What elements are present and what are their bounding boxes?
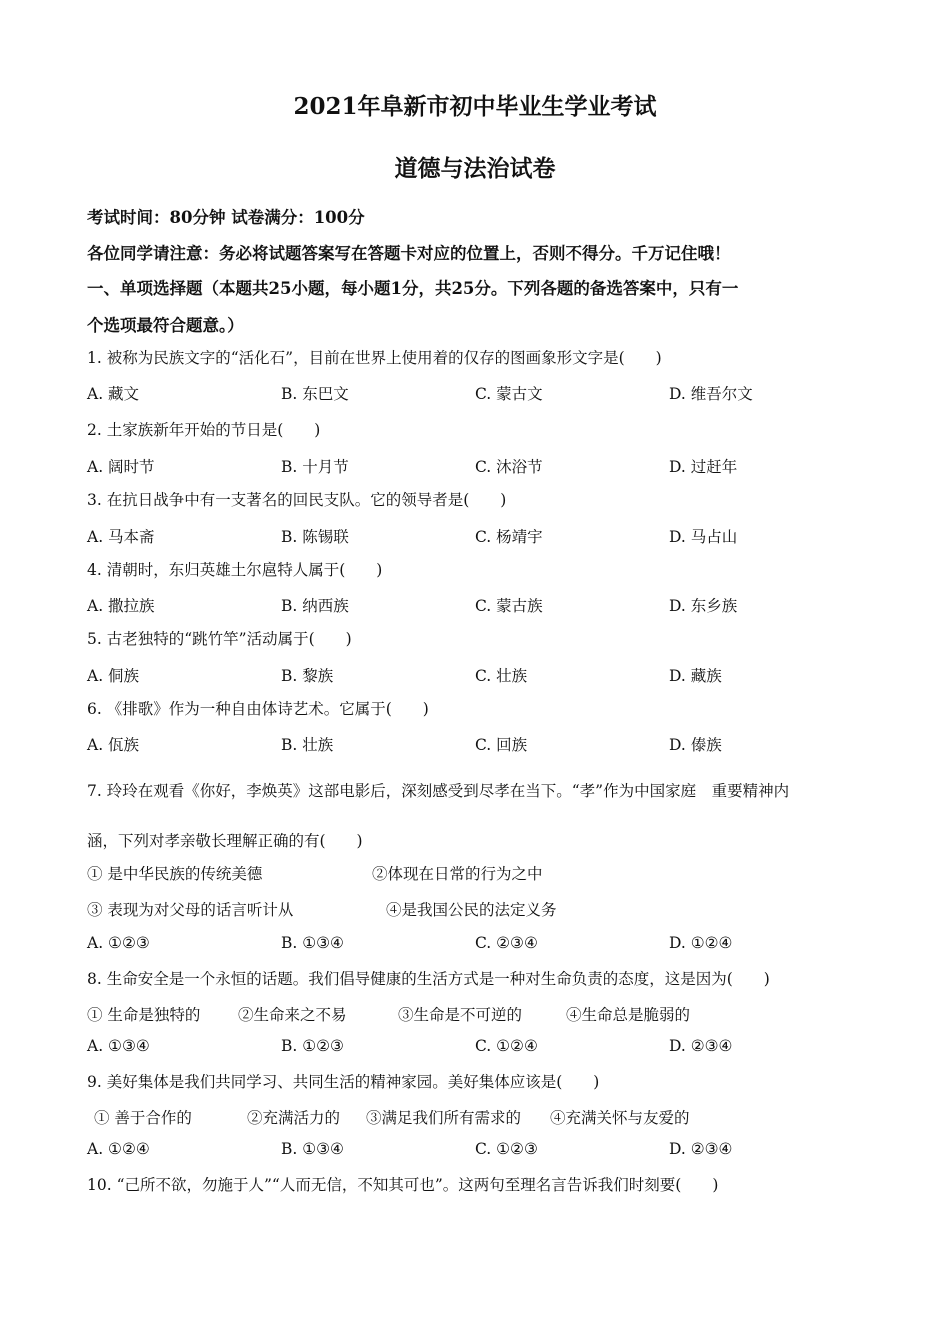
question-stem: 2. 土家族新年开始的节日是( ) <box>87 421 321 439</box>
question-stem: 5. 古老独特的“跳竹竿”活动属于( ) <box>87 630 352 648</box>
option-b: B. 黎族 <box>281 667 334 685</box>
statement: ②充满活力的 <box>247 1109 341 1127</box>
option-d: D. 马占山 <box>669 528 738 546</box>
option-a: A. 撒拉族 <box>87 597 155 615</box>
option-a: A. 阔时节 <box>87 458 155 476</box>
option-d: D. ②③④ <box>669 1037 733 1055</box>
option-c: C. 杨靖宇 <box>475 528 543 546</box>
statement: ②体现在日常的行为之中 <box>372 865 543 883</box>
option-d: D. 傣族 <box>669 736 722 754</box>
option-a: A. 藏文 <box>87 385 140 403</box>
exam-title: 2021年阜新市初中毕业生学业考试 <box>293 93 657 120</box>
statement: ① 善于合作的 <box>94 1109 192 1127</box>
statement: ②生命来之不易 <box>238 1006 347 1024</box>
question-stem: 7. 玲玲在观看《你好，李焕英》这部电影后，深刻感受到尽孝在当下。“孝”作为中国家庭 重要精神内 <box>87 782 790 800</box>
question-stem: 6. 《排歌》作为一种自由体诗艺术。它属于( ) <box>87 700 429 718</box>
option-c: C. 蒙古族 <box>475 597 543 615</box>
option-c: C. 蒙古文 <box>475 385 543 403</box>
statement: ③生命是不可逆的 <box>398 1006 523 1024</box>
statement: ④是我国公民的法定义务 <box>386 901 557 919</box>
option-a: A. ①②③ <box>87 934 150 952</box>
option-d: D. 维吾尔文 <box>669 385 753 403</box>
question-stem: 9. 美好集体是我们共同学习、共同生活的精神家园。美好集体应该是( ) <box>87 1073 600 1091</box>
section-heading: 一、单项选择题（本题共25小题，每小题1分，共25分。下列各题的备选答案中，只有一 <box>87 279 739 298</box>
statement: ③ 表现为对父母的话言听计从 <box>87 901 294 919</box>
exam-info: 考试时间：80分钟 试卷满分：100分 <box>87 208 365 227</box>
question-stem: 8. 生命安全是一个永恒的话题。我们倡导健康的生活方式是一种对生命负责的态度，这是因为( ) <box>87 970 770 988</box>
option-d: D. 东乡族 <box>669 597 738 615</box>
option-b: B. ①③④ <box>281 934 344 952</box>
statement: ① 是中华民族的传统美德 <box>87 865 263 883</box>
option-a: A. 佤族 <box>87 736 140 754</box>
section-heading-cont: 个选项最符合题意。） <box>87 316 244 335</box>
option-a: A. 马本斋 <box>87 528 155 546</box>
statement: ③满足我们所有需求的 <box>366 1109 522 1127</box>
option-b: B. ①③④ <box>281 1140 344 1158</box>
option-d: D. ②③④ <box>669 1140 733 1158</box>
exam-subtitle: 道德与法治试卷 <box>394 155 556 182</box>
exam-notice: 各位同学请注意：务必将试题答案写在答题卡对应的位置上，否则不得分。千万记住哦！ <box>87 244 731 263</box>
question-stem: 4. 清朝时，东归英雄土尔扈特人属于( ) <box>87 561 383 579</box>
option-c: C. 回族 <box>475 736 528 754</box>
option-a: A. ①②④ <box>87 1140 150 1158</box>
option-c: C. ①②④ <box>475 1037 538 1055</box>
question-stem-cont: 涵，下列对孝亲敬长理解正确的有( ) <box>87 832 363 850</box>
option-b: B. ①②③ <box>281 1037 344 1055</box>
option-c: C. 沐浴节 <box>475 458 543 476</box>
option-d: D. 过赶年 <box>669 458 738 476</box>
statement: ④充满关怀与友爱的 <box>550 1109 690 1127</box>
option-c: C. 壮族 <box>475 667 528 685</box>
question-stem: 10. “己所不欲，勿施于人”“人而无信，不知其可也”。这两句至理名言告诉我们时刻要( ) <box>87 1176 719 1194</box>
statement: ① 生命是独特的 <box>87 1006 201 1024</box>
option-a: A. 侗族 <box>87 667 140 685</box>
option-b: B. 十月节 <box>281 458 349 476</box>
option-b: B. 壮族 <box>281 736 334 754</box>
option-d: D. ①②④ <box>669 934 733 952</box>
option-c: C. ①②③ <box>475 1140 538 1158</box>
statement: ④生命总是脆弱的 <box>566 1006 691 1024</box>
question-stem: 3. 在抗日战争中有一支著名的回民支队。它的领导者是( ) <box>87 491 507 509</box>
option-b: B. 陈锡联 <box>281 528 349 546</box>
question-stem: 1. 被称为民族文字的“活化石”，目前在世界上使用着的仅存的图画象形文字是( ) <box>87 349 662 367</box>
option-b: B. 东巴文 <box>281 385 349 403</box>
option-b: B. 纳西族 <box>281 597 349 615</box>
option-a: A. ①③④ <box>87 1037 150 1055</box>
option-c: C. ②③④ <box>475 934 538 952</box>
option-d: D. 藏族 <box>669 667 722 685</box>
